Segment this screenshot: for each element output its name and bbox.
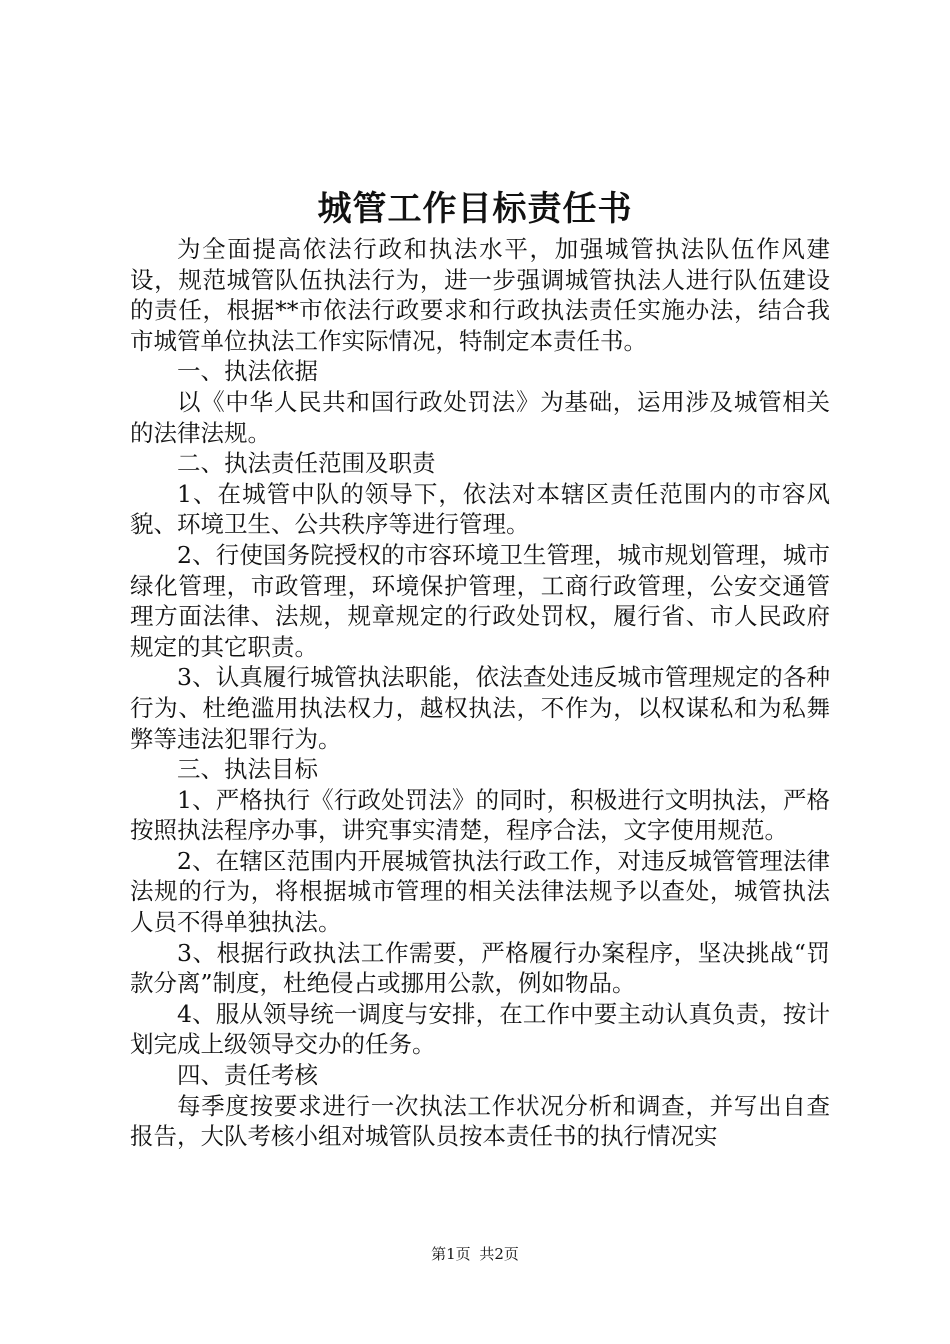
section-heading: 二、执法责任范围及职责: [177, 449, 436, 478]
paragraph: 以《中华人民共和国行政处罚法》为基础，运用涉及城管相关的法律法规。: [130, 387, 830, 447]
paragraph: 1、在城管中队的领导下，依法对本辖区责任范围内的市容风貌、环境卫生、公共秩序等进行管理。: [130, 479, 830, 539]
section-heading: 一、执法依据: [177, 357, 318, 386]
page-total: 共2页: [479, 1245, 519, 1263]
paragraph: 3、认真履行城管执法职能，依法查处违反城市管理规定的各种行为、杜绝滥用执法权力，越权执法，不作为，以权谋私和为私舞弊等违法犯罪行为。: [130, 663, 830, 753]
document-title: 城管工作目标责任书: [317, 189, 633, 229]
paragraph: 3、根据行政执法工作需要，严格履行办案程序，坚决挑战“罚款分离”制度，杜绝侵占或挪用公款，例如物品。: [130, 938, 830, 998]
section-heading: 三、执法目标: [177, 755, 318, 784]
paragraph: 4、服从领导统一调度与安排，在工作中要主动认真负责，按计划完成上级领导交办的任务。: [130, 999, 830, 1059]
paragraph: 2、行使国务院授权的市容环境卫生管理，城市规划管理，城市绿化管理，市政管理，环境保护管理，工商行政管理，公安交通管理方面法律、法规，规章规定的行政处罚权，履行省、市人民政府规定的其它职责。: [130, 540, 830, 661]
page-number: 第1页: [431, 1245, 471, 1263]
document-body: [130, 234, 830, 1152]
paragraph: 2、在辖区范围内开展城管执法行政工作，对违反城管管理法律法规的行为，将根据城市管理的相关法律法规予以查处，城管执法人员不得单独执法。: [130, 846, 830, 937]
section-heading: 四、责任考核: [177, 1061, 318, 1090]
page-footer: [0, 1244, 950, 1264]
paragraph: 每季度按要求进行一次执法工作状况分析和调查，并写出自查报告，大队考核小组对城管队员按本责任书的执行情况实: [130, 1091, 830, 1151]
paragraph: 为全面提高依法行政和执法水平，加强城管执法队伍作风建设，规范城管队伍执法行为，进一步强调城管执法人进行队伍建设的责任，根据**市依法行政要求和行政执法责任实施办法，结合我市城管单位执法工作实际情况，特制定本责任书。: [130, 235, 830, 355]
paragraph: 1、严格执行《行政处罚法》的同时，积极进行文明执法，严格按照执法程序办事，讲究事实清楚，程序合法，文字使用规范。: [130, 785, 830, 845]
